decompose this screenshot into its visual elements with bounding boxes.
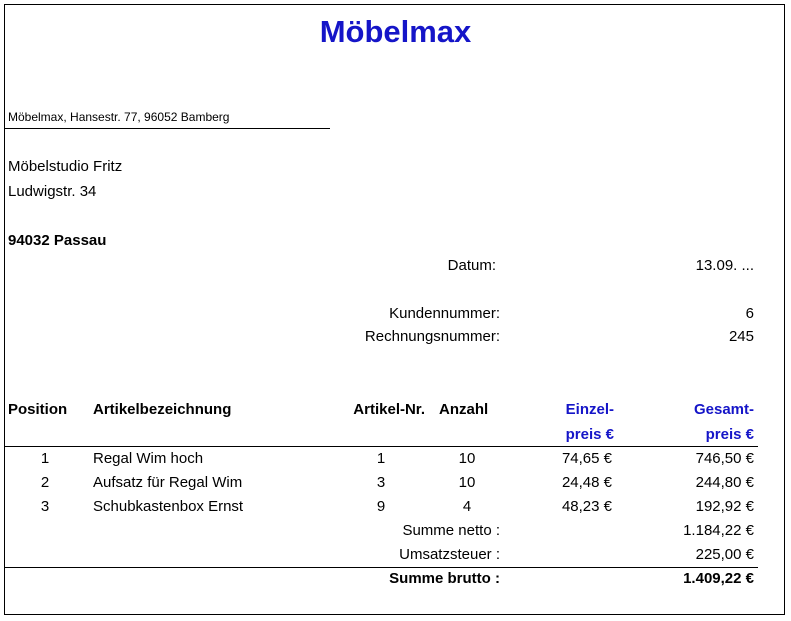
header-total-price-line1: Gesamt- xyxy=(693,401,754,418)
row-position: 1 xyxy=(40,450,50,467)
net-total-label: Summe netto : xyxy=(402,522,500,539)
sender-address: Möbelmax, Hansestr. 77, 96052 Bamberg xyxy=(8,110,230,124)
row-unit-price: 48,23 € xyxy=(561,498,612,515)
tax-value: 225,00 € xyxy=(695,546,754,563)
date-value: 13.09. ... xyxy=(695,257,754,274)
sender-underline xyxy=(4,128,330,129)
row-article-name: Aufsatz für Regal Wim xyxy=(93,474,243,491)
header-position: Position xyxy=(8,401,68,418)
row-article-number: 1 xyxy=(376,450,386,467)
header-total-price-line2: preis € xyxy=(705,426,754,443)
company-title: Möbelmax xyxy=(319,14,472,49)
recipient-name: Möbelstudio Fritz xyxy=(8,158,123,175)
row-total: 192,92 € xyxy=(695,498,754,515)
row-article-number: 3 xyxy=(376,474,386,491)
gross-total-value: 1.409,22 € xyxy=(683,570,754,587)
row-quantity: 10 xyxy=(458,450,476,467)
customer-number-value: 6 xyxy=(745,305,754,322)
net-total-value: 1.184,22 € xyxy=(683,522,754,539)
tax-label: Umsatzsteuer : xyxy=(399,546,500,563)
row-total: 746,50 € xyxy=(695,450,754,467)
row-position: 2 xyxy=(40,474,50,491)
header-unit-price-line2: preis € xyxy=(565,426,614,443)
row-unit-price: 74,65 € xyxy=(561,450,612,467)
row-article-name: Regal Wim hoch xyxy=(93,450,204,467)
header-article-name: Artikelbezeichnung xyxy=(93,401,232,418)
invoice-number-label: Rechnungsnummer: xyxy=(364,328,500,345)
row-article-name: Schubkastenbox Ernst xyxy=(93,498,244,515)
totals-divider xyxy=(4,567,758,568)
header-unit-price-line1: Einzel- xyxy=(565,401,614,418)
recipient-street: Ludwigstr. 34 xyxy=(8,183,97,200)
row-position: 3 xyxy=(40,498,50,515)
header-quantity: Anzahl xyxy=(439,401,489,418)
row-quantity: 4 xyxy=(462,498,472,515)
header-article-number: Artikel-Nr. xyxy=(353,401,425,418)
row-total: 244,80 € xyxy=(695,474,754,491)
invoice-number-value: 245 xyxy=(728,328,754,345)
recipient-city: 94032 Passau xyxy=(8,232,107,249)
customer-number-label: Kundennummer: xyxy=(389,305,500,322)
row-article-number: 9 xyxy=(376,498,386,515)
row-quantity: 10 xyxy=(458,474,476,491)
date-label: Datum: xyxy=(447,257,496,274)
gross-total-label: Summe brutto : xyxy=(389,570,500,587)
row-unit-price: 24,48 € xyxy=(561,474,612,491)
header-divider xyxy=(4,446,758,447)
